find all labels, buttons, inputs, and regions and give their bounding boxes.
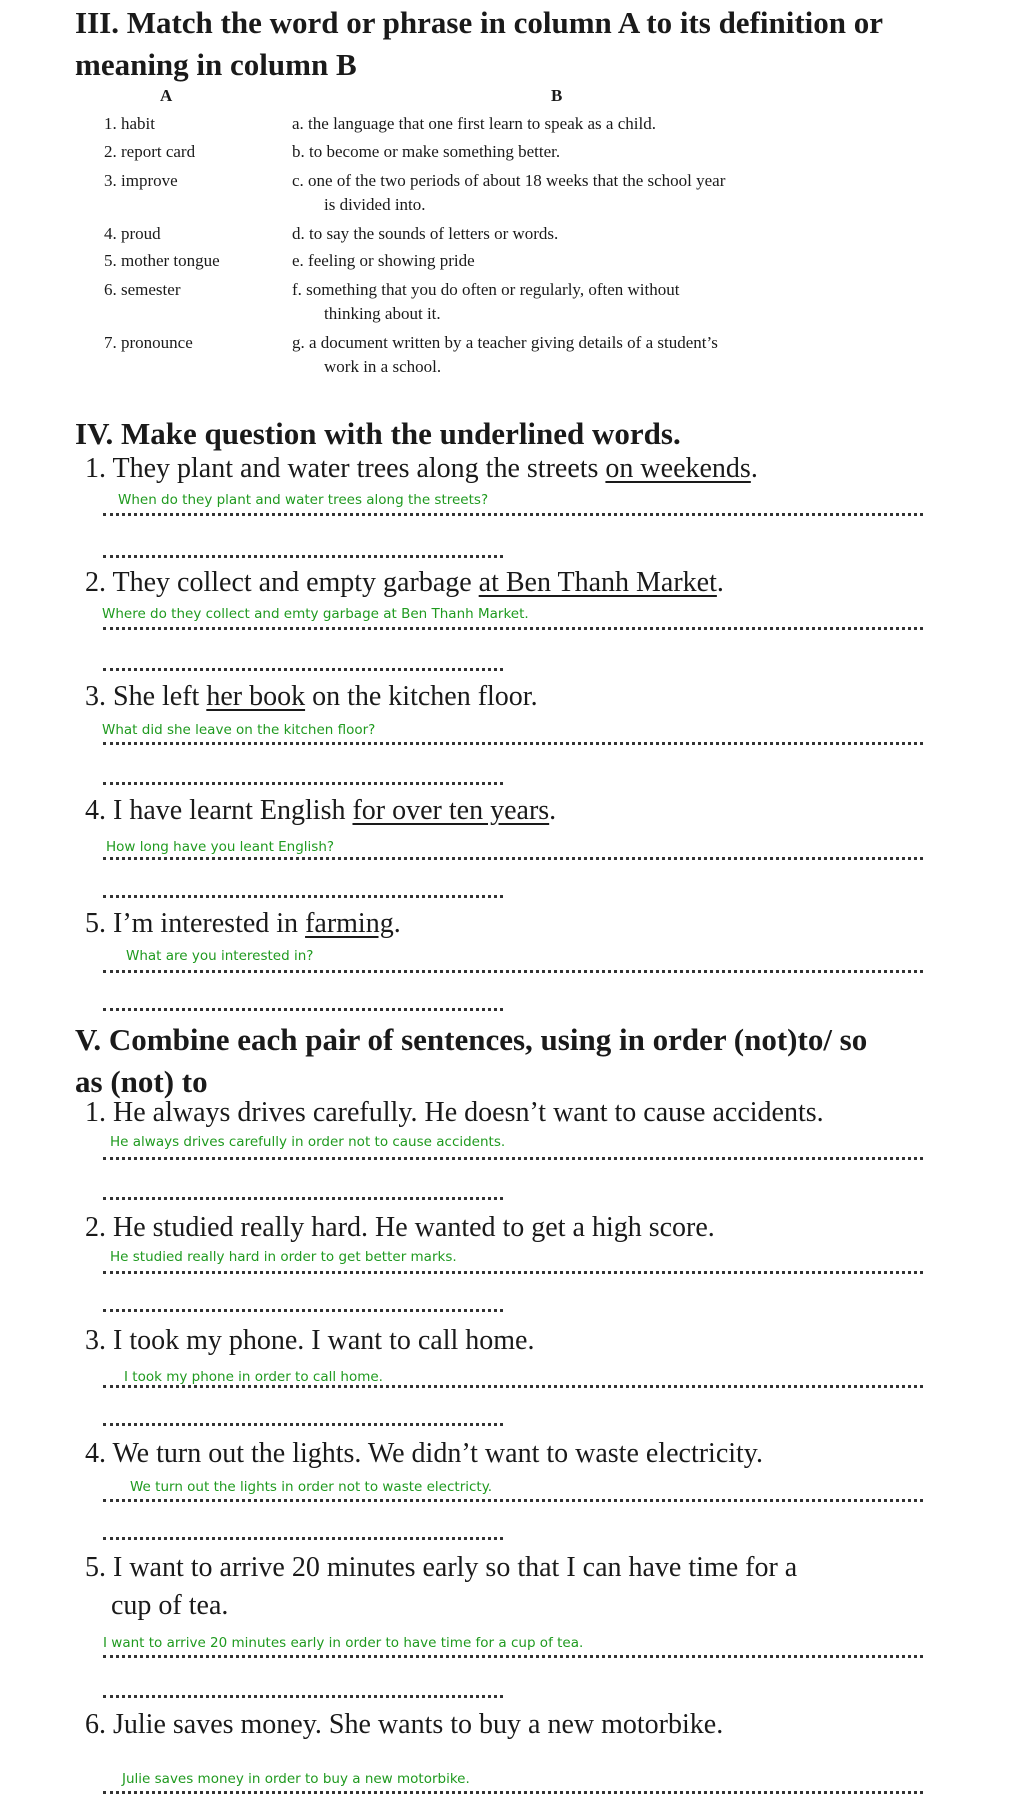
match-def-7: g. a document written by a teacher giving details of a student’s: [292, 333, 718, 352]
q-text: 3. She left: [85, 681, 207, 712]
section-5-title: [75, 1019, 975, 1103]
answer-line-2: [103, 1537, 503, 1540]
answer-line-2: [103, 782, 503, 785]
q-text-end: .: [393, 908, 401, 939]
q-text: 1. They plant and water trees along the streets: [85, 453, 606, 484]
match-def-4: d. to say the sounds of letters or words.: [292, 224, 559, 243]
match-item-a-4: 4. proud: [104, 224, 161, 243]
answer-line: [103, 1157, 923, 1160]
question-5-2: 2. He studied really hard. He wanted to get a high score.: [85, 1212, 715, 1243]
answer-line: [103, 742, 923, 745]
q-text: 5. I’m interested in: [85, 908, 306, 939]
match-item-a-6: 6. semester: [104, 280, 181, 299]
q-text: 5. I want to arrive 20 minutes early so that I can have time for a: [85, 1552, 798, 1583]
q-text-end: .: [549, 795, 557, 826]
match-def-6-cont: thinking about it.: [324, 304, 441, 323]
underlined-phrase: her book: [206, 681, 306, 712]
match-item-a-2: 2. report card: [104, 142, 196, 161]
answer-line-2: [103, 1309, 503, 1312]
section-5-title-line2: as (not) to: [75, 1064, 208, 1099]
q-text: 4. I have learnt English: [85, 795, 353, 826]
section-4-title: IV. Make question with the underlined words.: [75, 416, 681, 451]
question-4-3: [85, 680, 985, 714]
answer-4-4[interactable]: How long have you leant English?: [106, 839, 335, 855]
match-item-b-4: [292, 222, 872, 246]
answer-line-2: [103, 1008, 503, 1011]
answer-line-2: [103, 1695, 503, 1698]
answer-5-5[interactable]: I want to arrive 20 minutes early in order to have time for a cup of tea.: [103, 1635, 584, 1651]
q-text-end: .: [750, 453, 758, 484]
underlined-phrase: on weekends: [605, 453, 751, 484]
question-4-2: [85, 566, 985, 600]
answer-4-3[interactable]: What did she leave on the kitchen floor?: [102, 722, 376, 738]
q-text-end: on the kitchen floor.: [305, 681, 538, 712]
underlined-phrase: for over ten years: [352, 795, 550, 826]
match-item-b-6: [292, 278, 872, 326]
match-def-3-cont: is divided into.: [324, 195, 426, 214]
question-5-5: [85, 1551, 985, 1623]
answer-5-2[interactable]: He studied really hard in order to get better marks.: [110, 1249, 457, 1265]
section-3-title-line2: meaning in column B: [75, 47, 357, 82]
question-5-4: 4. We turn out the lights. We didn’t want to waste electricity.: [85, 1438, 763, 1469]
answer-5-6[interactable]: Julie saves money in order to buy a new motorbike.: [122, 1771, 470, 1787]
answer-line: [103, 1791, 923, 1794]
match-item-b-7: [292, 331, 872, 379]
question-5-3: 3. I took my phone. I want to call home.: [85, 1325, 535, 1356]
answer-4-2[interactable]: Where do they collect and emty garbage at Ben Thanh Market.: [102, 606, 529, 622]
question-4-1: [85, 452, 985, 486]
q-text: 2. They collect and empty garbage: [85, 567, 479, 598]
match-def-2: b. to become or make something better.: [292, 142, 561, 161]
q-text-end: .: [716, 567, 724, 598]
answer-line: [103, 1499, 923, 1502]
column-a-header: A: [160, 86, 173, 105]
answer-line: [103, 1655, 923, 1658]
answer-line: [103, 857, 923, 860]
answer-line-2: [103, 1423, 503, 1426]
answer-line-2: [103, 895, 503, 898]
match-def-7-cont: work in a school.: [324, 357, 442, 376]
answer-line: [103, 970, 923, 973]
match-item-a-3: 3. improve: [104, 171, 178, 190]
match-def-1: a. the language that one first learn to speak as a child.: [292, 114, 656, 133]
match-def-5: e. feeling or showing pride: [292, 251, 475, 270]
answer-line: [103, 1385, 923, 1388]
match-item-a-1: 1. habit: [104, 114, 155, 133]
answer-4-1[interactable]: When do they plant and water trees along the streets?: [118, 492, 489, 508]
answer-line-2: [103, 1197, 503, 1200]
answer-line: [103, 1271, 923, 1274]
question-5-6: 6. Julie saves money. She wants to buy a new motorbike.: [85, 1709, 724, 1740]
answer-line-2: [103, 668, 503, 671]
answer-line: [103, 627, 923, 630]
question-5-1: 1. He always drives carefully. He doesn’t want to cause accidents.: [85, 1097, 824, 1128]
match-item-b-3: [292, 169, 872, 217]
answer-line: [103, 513, 923, 516]
underlined-phrase: farming: [305, 908, 394, 939]
answer-4-5[interactable]: What are you interested in?: [126, 948, 314, 964]
answer-5-3[interactable]: I took my phone in order to call home.: [124, 1369, 383, 1385]
column-b-header: B: [551, 86, 563, 105]
match-item-a-7: 7. pronounce: [104, 333, 193, 352]
match-item-a-5: 5. mother tongue: [104, 251, 220, 270]
match-item-b-5: [292, 249, 872, 273]
section-3-title: [75, 2, 975, 86]
answer-line-2: [103, 555, 503, 558]
match-def-3: c. one of the two periods of about 18 weeks that the school year: [292, 171, 726, 190]
section-5-title-line1: V. Combine each pair of sentences, using in order (not)to/ so: [75, 1022, 868, 1057]
underlined-phrase: at Ben Thanh Market: [478, 567, 717, 598]
answer-5-1[interactable]: He always drives carefully in order not to cause accidents.: [110, 1134, 506, 1150]
match-item-b-1: [292, 112, 872, 136]
answer-5-4[interactable]: We turn out the lights in order not to waste electricty.: [130, 1479, 493, 1495]
match-item-b-2: [292, 140, 872, 164]
section-3-title-line1: III. Match the word or phrase in column A to its definition or: [75, 5, 884, 40]
q-text-line2: cup of tea.: [111, 1590, 229, 1621]
question-4-4: [85, 794, 985, 828]
question-4-5: [85, 907, 985, 941]
match-def-6: f. something that you do often or regularly, often without: [292, 280, 680, 299]
